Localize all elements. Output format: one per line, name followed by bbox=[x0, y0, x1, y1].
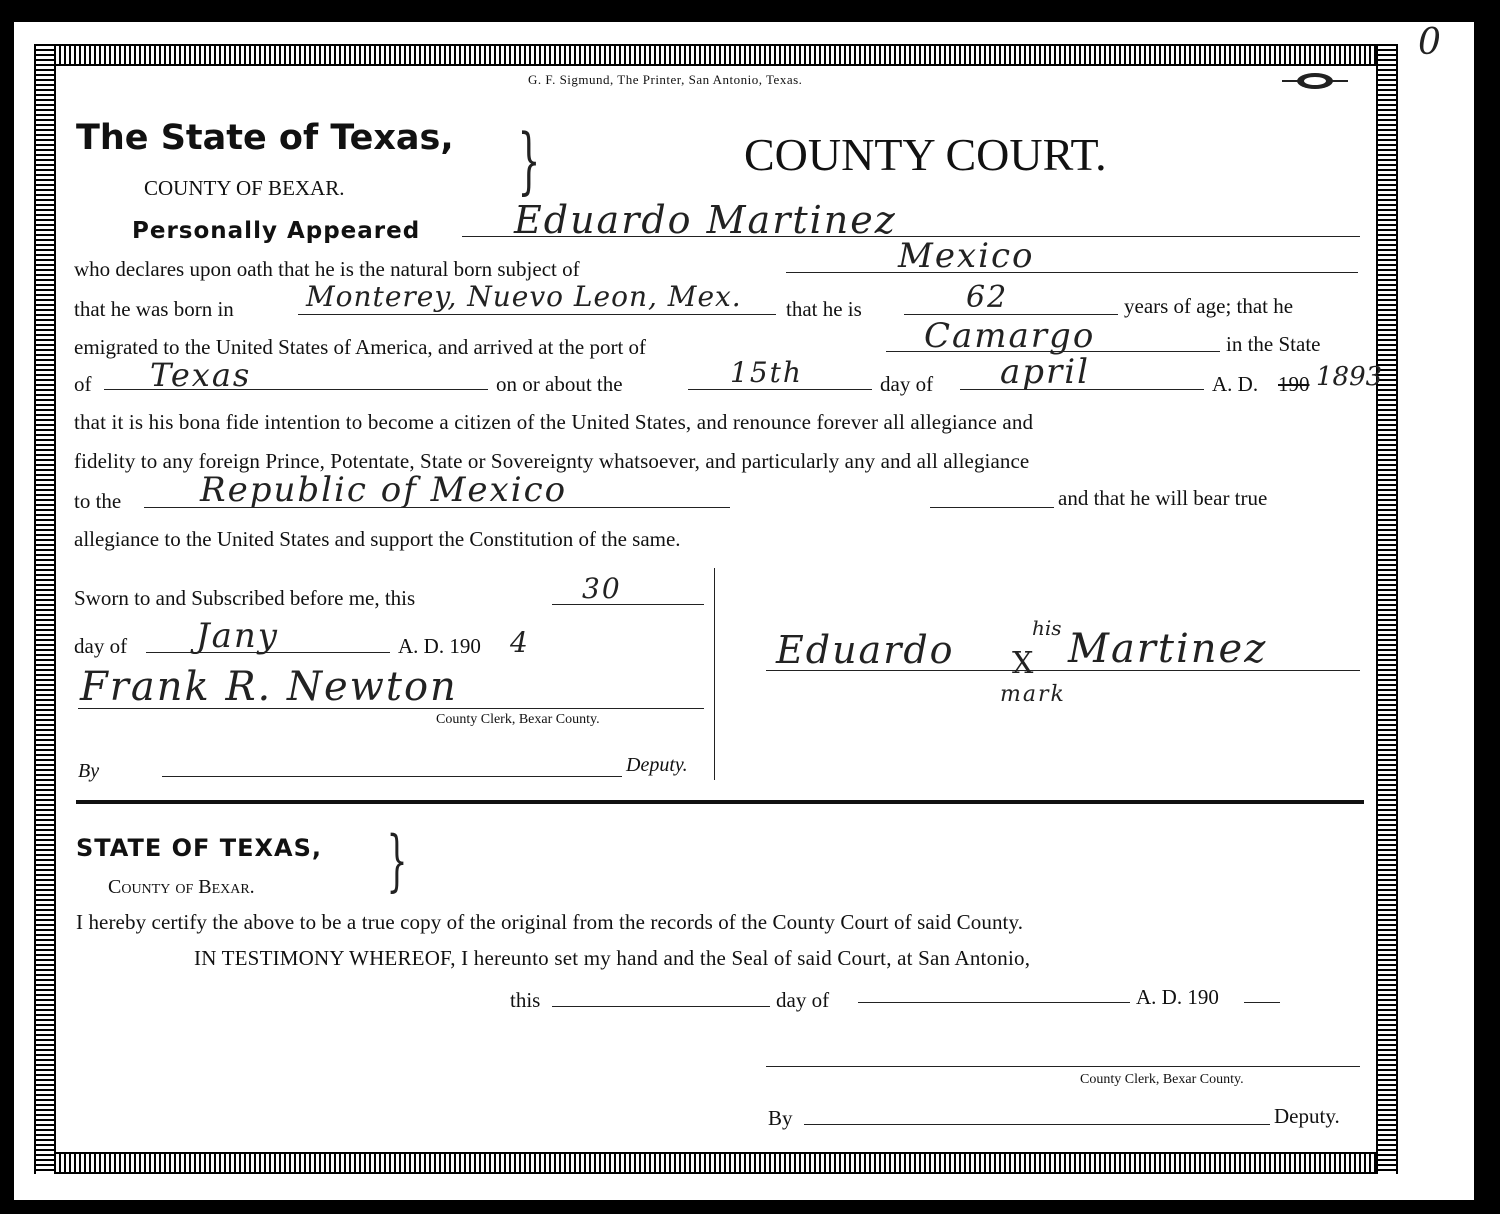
declarant-signature-first: Eduardo bbox=[776, 628, 955, 672]
certificate-clerk-line bbox=[766, 1066, 1360, 1067]
year-printed-struck: 190 bbox=[1278, 372, 1310, 396]
certificate-ad-label: A. D. 190 bbox=[1136, 985, 1219, 1009]
declaration-line-1: who declares upon oath that he is the natural born subject of bbox=[74, 257, 580, 281]
certificate-this-line bbox=[552, 1006, 770, 1007]
certificate-by-line bbox=[804, 1124, 1270, 1125]
personally-appeared-label: Personally Appeared bbox=[132, 218, 421, 244]
declarant-signature-last: Martinez bbox=[1068, 626, 1268, 672]
sworn-day-of-label: day of bbox=[74, 634, 128, 658]
header-brace: } bbox=[517, 118, 541, 202]
sworn-ad-label: A. D. 190 bbox=[398, 634, 481, 658]
border-top bbox=[34, 44, 1396, 66]
clerk-signature: Frank R. Newton bbox=[80, 664, 458, 710]
bear-true-label: and that he will bear true bbox=[1058, 486, 1268, 510]
on-or-about-label: on or about the bbox=[496, 372, 623, 396]
certificate-state: STATE OF TEXAS, bbox=[76, 834, 323, 862]
sworn-deputy-label: Deputy. bbox=[626, 754, 688, 776]
sworn-month-value: Jany bbox=[196, 616, 280, 656]
sworn-year-digit: 4 bbox=[510, 626, 530, 659]
border-bottom bbox=[34, 1152, 1396, 1174]
certificate-by-label: By bbox=[768, 1106, 793, 1130]
subject-of-value: Mexico bbox=[898, 236, 1035, 276]
to-the-label: to the bbox=[74, 489, 122, 513]
years-of-age-label: years of age; that he bbox=[1124, 294, 1294, 318]
sworn-by-label: By bbox=[78, 760, 100, 782]
printer-imprint: G. F. Sigmund, The Printer, San Antonio, Texas. bbox=[528, 72, 803, 87]
sworn-day-value: 30 bbox=[582, 572, 622, 605]
month-value: april bbox=[1000, 352, 1091, 392]
sworn-day-line bbox=[552, 604, 704, 605]
declarant-signature-mark: X bbox=[1012, 646, 1036, 681]
born-in-label: that he was born in bbox=[74, 297, 234, 321]
state-heading: The State of Texas, bbox=[76, 118, 454, 158]
sovereign-line-2 bbox=[930, 507, 1054, 508]
certificate-year-line bbox=[1244, 1002, 1280, 1003]
day-line bbox=[688, 389, 872, 390]
emigrated-label: emigrated to the United States of America, and arrived at the port of bbox=[74, 335, 647, 359]
year-value: 1893 bbox=[1316, 362, 1383, 392]
birthplace-line bbox=[298, 314, 776, 315]
sovereign-value: Republic of Mexico bbox=[200, 470, 568, 510]
fidelity-line: fidelity to any foreign Prince, Potentate, State or Sovereignty whatsoever, and particularly any and all allegiance bbox=[74, 449, 1030, 473]
that-he-is-label: that he is bbox=[786, 297, 862, 321]
corner-mark: 0 bbox=[1418, 22, 1441, 63]
court-heading: COUNTY COURT. bbox=[744, 129, 1107, 180]
sworn-label: Sworn to and Subscribed before me, this bbox=[74, 586, 416, 610]
county-heading: COUNTY OF BEXAR. bbox=[144, 176, 345, 200]
certificate-month-line bbox=[858, 1002, 1130, 1003]
sworn-by-line bbox=[162, 776, 622, 777]
birthplace-value: Monterey, Nuevo Leon, Mex. bbox=[306, 280, 742, 313]
age-line bbox=[904, 314, 1118, 315]
certificate-clerk-title: County Clerk, Bexar County. bbox=[1080, 1072, 1244, 1087]
closing-line: allegiance to the United States and support the Constitution of the same. bbox=[74, 527, 681, 551]
border-left bbox=[34, 44, 56, 1174]
certificate-county: County of Bexar. bbox=[108, 876, 255, 898]
subject-of-line bbox=[786, 272, 1358, 273]
certificate-deputy-label: Deputy. bbox=[1274, 1104, 1340, 1128]
of-label: of bbox=[74, 372, 92, 396]
testimony-line: IN TESTIMONY WHEREOF, I hereunto set my hand and the Seal of said Court, at San Antonio, bbox=[194, 946, 1031, 970]
sworn-box-right bbox=[714, 568, 715, 780]
declarant-mark-label: mark bbox=[1000, 682, 1066, 707]
state-value: Texas bbox=[150, 356, 252, 394]
day-value: 15th bbox=[730, 356, 803, 389]
certificate-this-label: this bbox=[510, 988, 541, 1012]
in-the-state-label: in the State bbox=[1226, 332, 1321, 356]
sworn-clerk-title: County Clerk, Bexar County. bbox=[436, 712, 600, 727]
age-value: 62 bbox=[966, 280, 1009, 315]
day-of-label: day of bbox=[880, 372, 934, 396]
declarant-signature-his: his bbox=[1032, 616, 1062, 640]
ad-label: A. D. bbox=[1212, 372, 1259, 396]
section-divider bbox=[76, 800, 1364, 804]
certificate-brace: } bbox=[386, 822, 408, 899]
printer-ornament-icon bbox=[1280, 70, 1350, 92]
declarant-name: Eduardo Martinez bbox=[514, 198, 897, 242]
certify-line: I hereby certify the above to be a true copy of the original from the records of the County Court of said County. bbox=[76, 910, 1024, 934]
intention-line: that it is his bona fide intention to become a citizen of the United States, and renounce forever all allegiance and bbox=[74, 410, 1034, 434]
port-value: Camargo bbox=[924, 316, 1096, 356]
certificate-day-of-label: day of bbox=[776, 988, 830, 1012]
border-right bbox=[1376, 44, 1398, 1174]
